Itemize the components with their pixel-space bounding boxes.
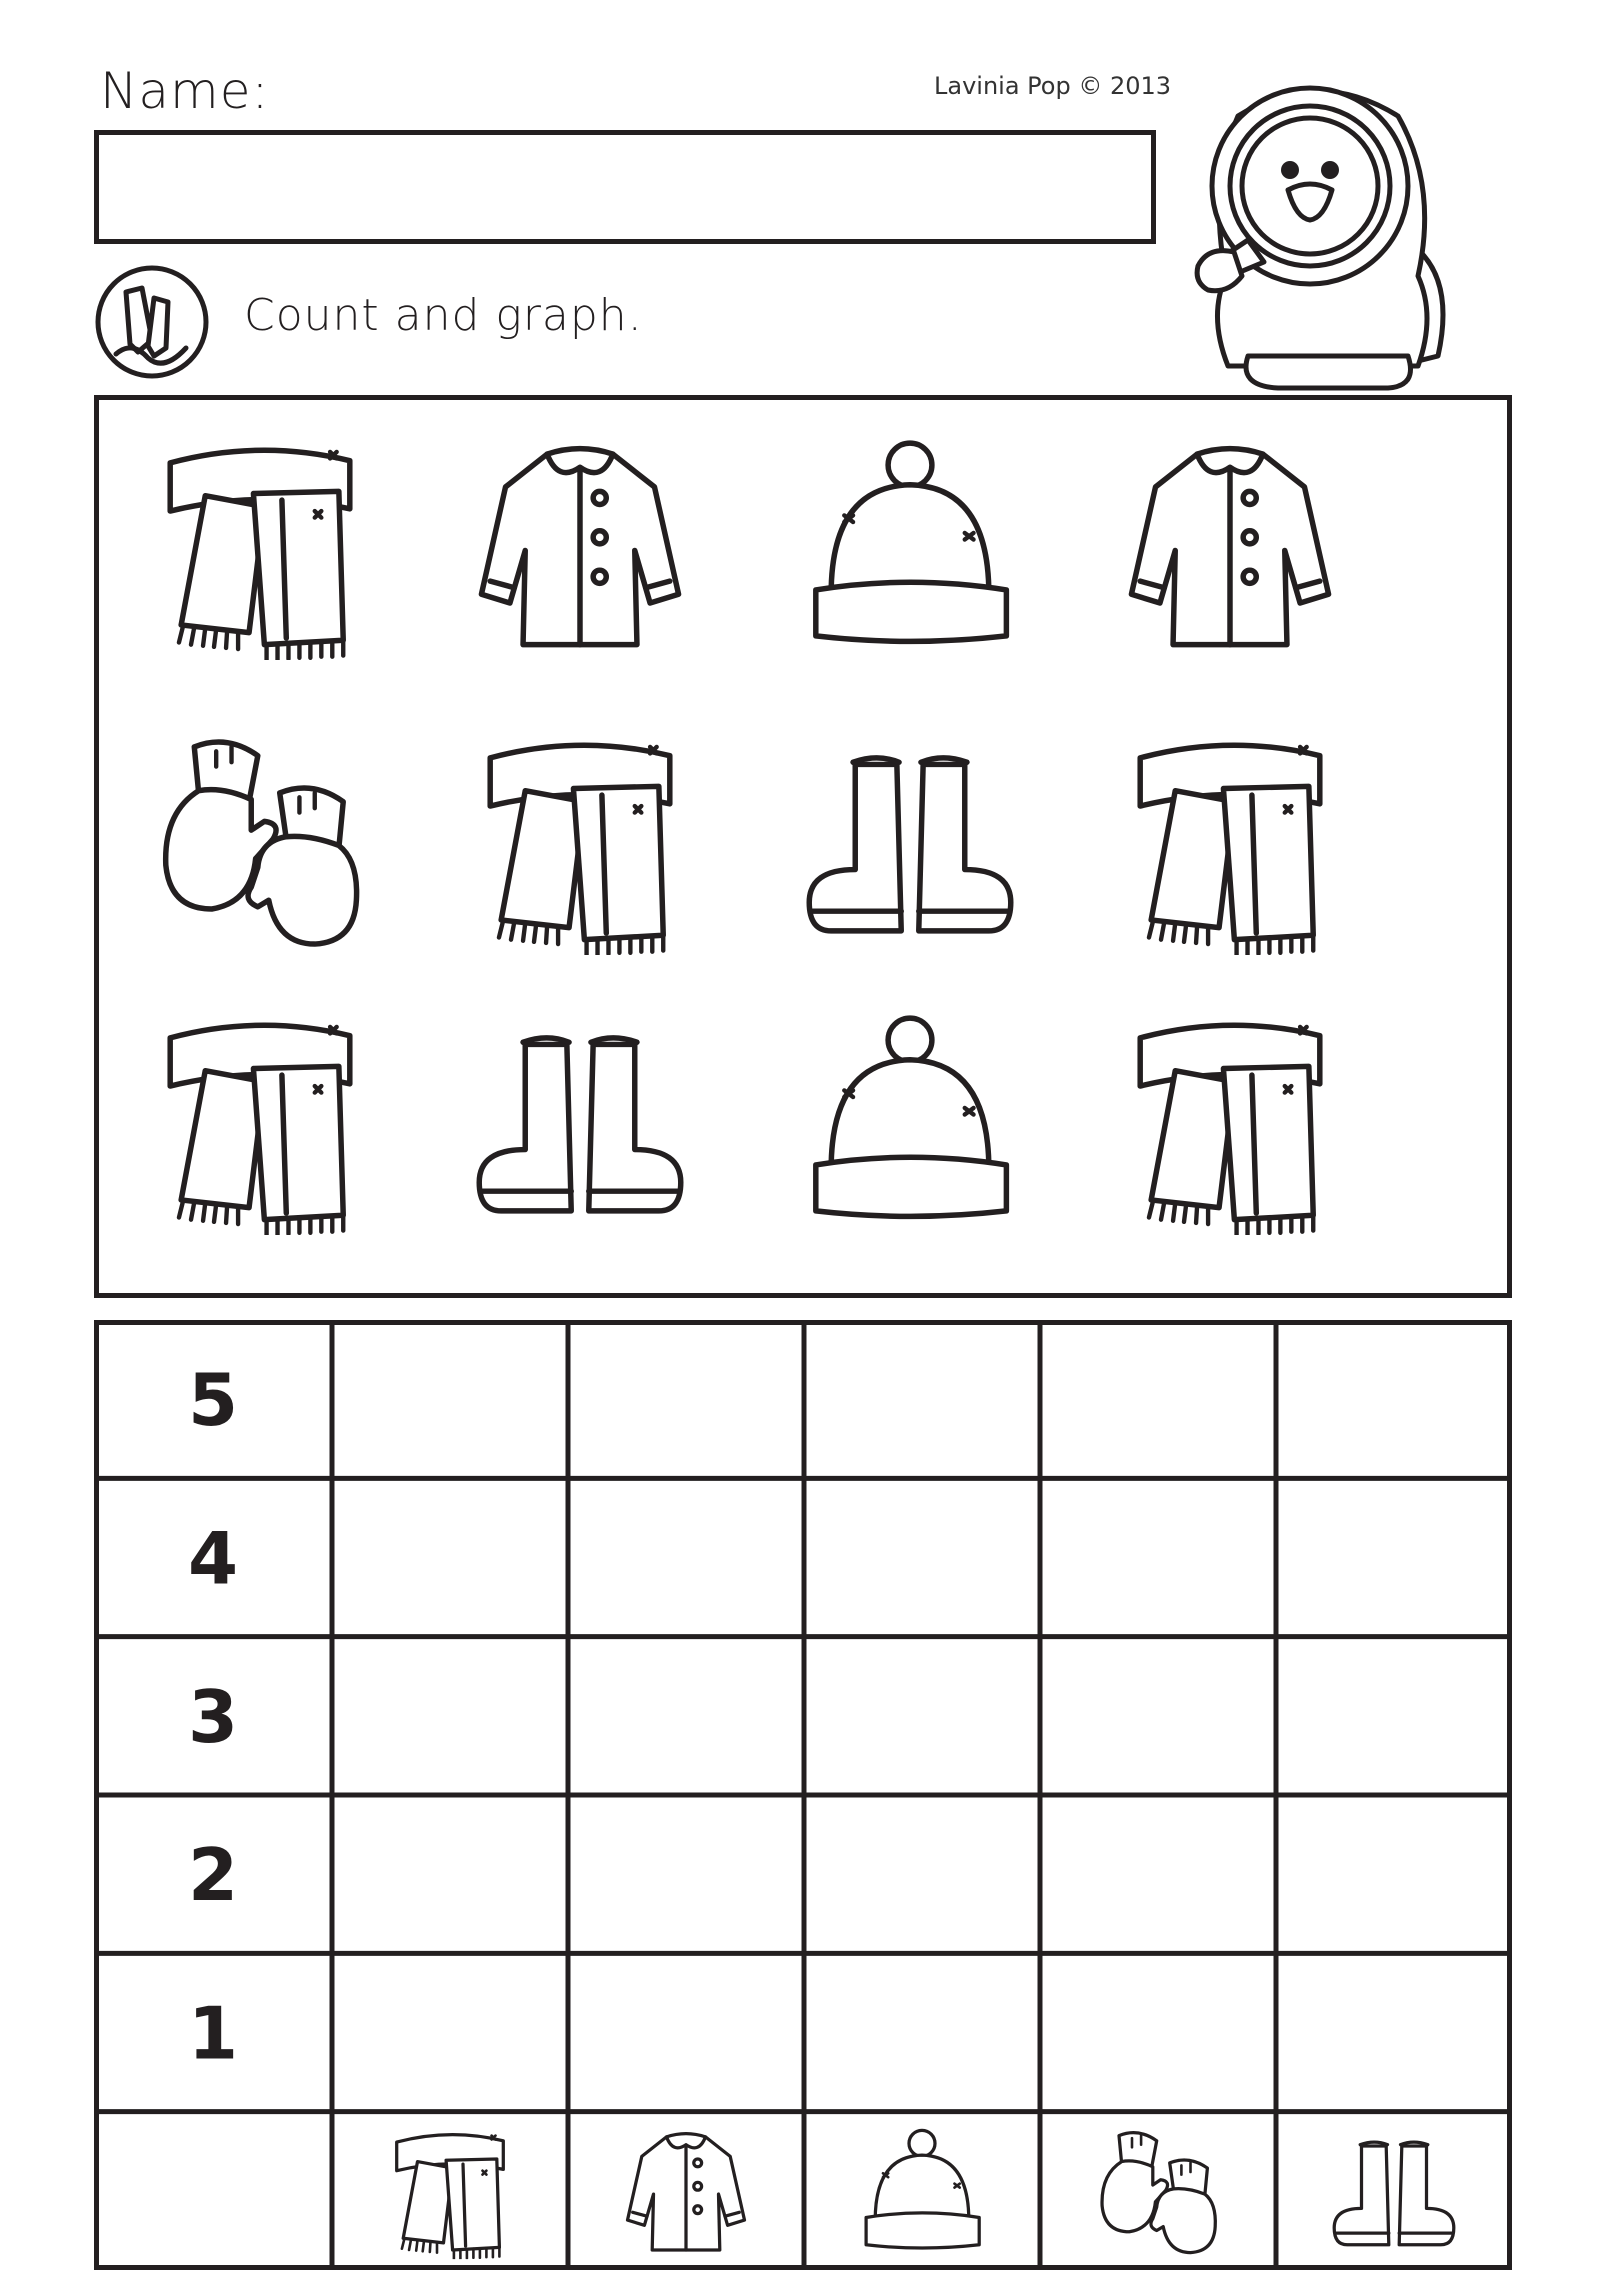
instruction-text: Count and graph.: [244, 290, 643, 341]
bar-graph-grid: [94, 1320, 1512, 2270]
crayon-icon: [92, 262, 212, 382]
copyright-text: Lavinia Pop © 2013: [934, 72, 1172, 100]
name-label: Name:: [100, 62, 270, 120]
name-input-box[interactable]: [94, 130, 1156, 244]
graph-boots-icon: [1334, 2142, 1454, 2245]
hat-icon: [800, 430, 1020, 660]
scarf-icon: [150, 430, 370, 660]
scarf-icon: [150, 1005, 370, 1235]
penguin-magnifier-icon: [1168, 66, 1458, 400]
scarf-icon: [1120, 1005, 1340, 1235]
graph-row-label: 3: [187, 1674, 239, 1759]
boots-icon: [470, 1005, 690, 1235]
graph-hat-icon: [866, 2130, 979, 2248]
scarf-icon: [1120, 725, 1340, 955]
graph-row-label: 1: [187, 1991, 239, 2076]
coat-icon: [1120, 430, 1340, 660]
hat-icon: [800, 1005, 1020, 1235]
scarf-icon: [470, 725, 690, 955]
graph-row-label: 5: [187, 1358, 239, 1443]
coat-icon: [470, 430, 690, 660]
graph-coat-icon: [628, 2134, 745, 2250]
graph-row-label: 4: [187, 1516, 239, 1601]
boots-icon: [800, 725, 1020, 955]
graph-row-label: 2: [187, 1833, 239, 1918]
graph-scarf-icon: [397, 2135, 504, 2259]
graph-mittens-icon: [1102, 2133, 1215, 2253]
mittens-icon: [150, 725, 370, 955]
